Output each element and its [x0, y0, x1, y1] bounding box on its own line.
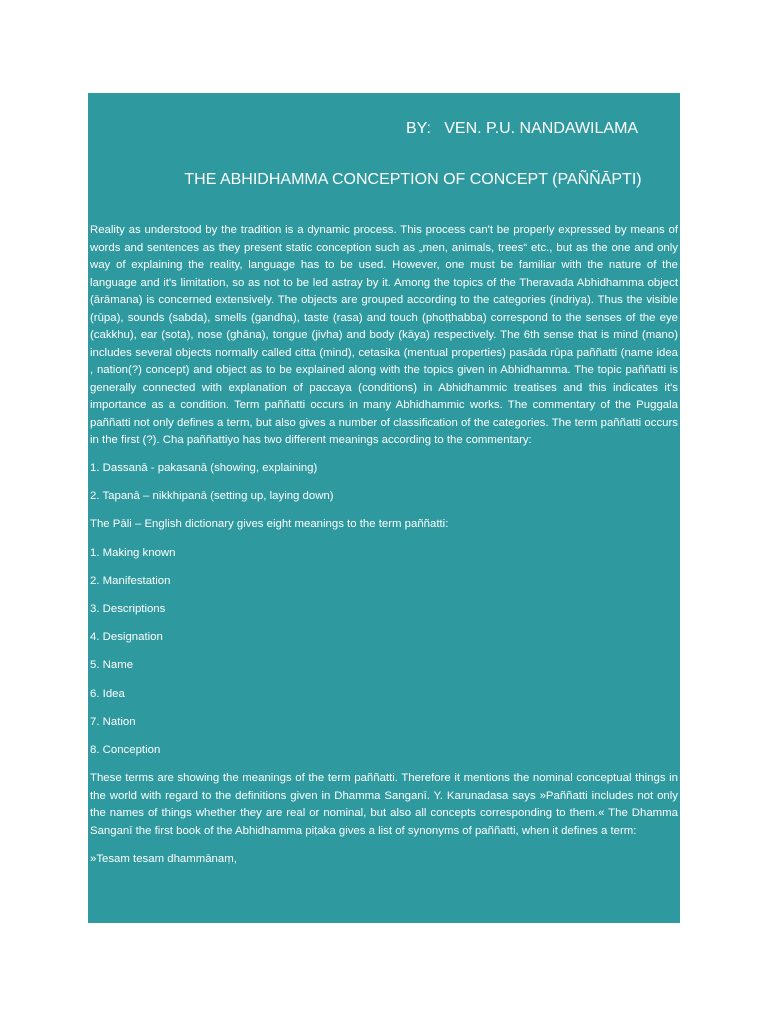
author-byline: BY: VEN. P.U. NANDAWILAMA: [406, 120, 639, 137]
list-item: 6. Idea: [90, 687, 125, 700]
list-item: 1. Making known: [90, 546, 176, 559]
list-item: 7. Nation: [90, 715, 136, 728]
document-page: [88, 93, 680, 923]
list-item: 3. Descriptions: [90, 602, 166, 615]
list-item: 8. Conception: [90, 743, 161, 756]
list-item: 5. Name: [90, 659, 134, 672]
closing-paragraph: These terms are showing the meanings of the term paññatti. Therefore it mentions the nominal conceptual things in the world with regard to the definitions given in Dhamma Sanganī. Y. Karunadasa says »Paññatti includes not only the names of things whether they are real or nominal, but also all concepts corresponding to them.« The Dhamma Sanganī the first book of the Abhidhamma piṭaka gives a list of synonyms of paññatti, when it defines a term:: [90, 772, 678, 837]
dictionary-intro: The Pāli – English dictionary gives eight meanings to the term paññatti:: [90, 518, 449, 531]
intro-paragraph: Reality as understood by the tradition is a dynamic process. This process can't be properly expressed by means of words and sentences as they present static conception such as „men, animals, trees“ etc., but as the one and only way of explaining the reality, language has to be used. However, one must be familiar with the nature of the language and it's limitation, so as not to be led astray by it. Among the topics of the Theravada Abhidhamma object (ārāmana) is concerned extensively. The objects are grouped according to the categories (indriya). Thus the visible (rūpa), sounds (sabda), smells (gandha), taste (rasa) and touch (phoṭṭhabba) correspond to the senses of the eye (cakkhu), ear (sota), nose (ghāna), tongue (jivha) and body (kāya) respectively. The 6th sense that is mind (mano) includes several objects normally called citta (mind), cetasika (mentual properties) pasāda rūpa paññatti (name idea , nation(?) concept) and object as to be explained along with the topics given in Abhidhamma. The topic paññatti is generally connected with explanation of paccaya (conditions) in Abhidhammic treatises and this indicates it's importance as a condition. Term paññatti occurs in many Abhidhammic works. The commentary of the Puggala paññatti not only defines a term, but also gives a number of classification of the categories. The term paññatti occurs in the first (?). Cha paññattiyo has two different meanings according to the commentary:: [90, 224, 678, 446]
list-item: 2. Manifestation: [90, 574, 171, 587]
quote-start: »Tesam tesam dhammānaṃ,: [90, 852, 237, 865]
document-title: THE ABHIDHAMMA CONCEPTION OF CONCEPT (PAÑÑĀPTI): [184, 171, 642, 188]
document-body: [90, 222, 678, 879]
list-item: 2. Tapanā – nikkhipanā (setting up, laying down): [90, 490, 334, 503]
list-item: 4. Designation: [90, 631, 163, 644]
list-item: 1. Dassanā - pakasanā (showing, explaining): [90, 462, 318, 474]
